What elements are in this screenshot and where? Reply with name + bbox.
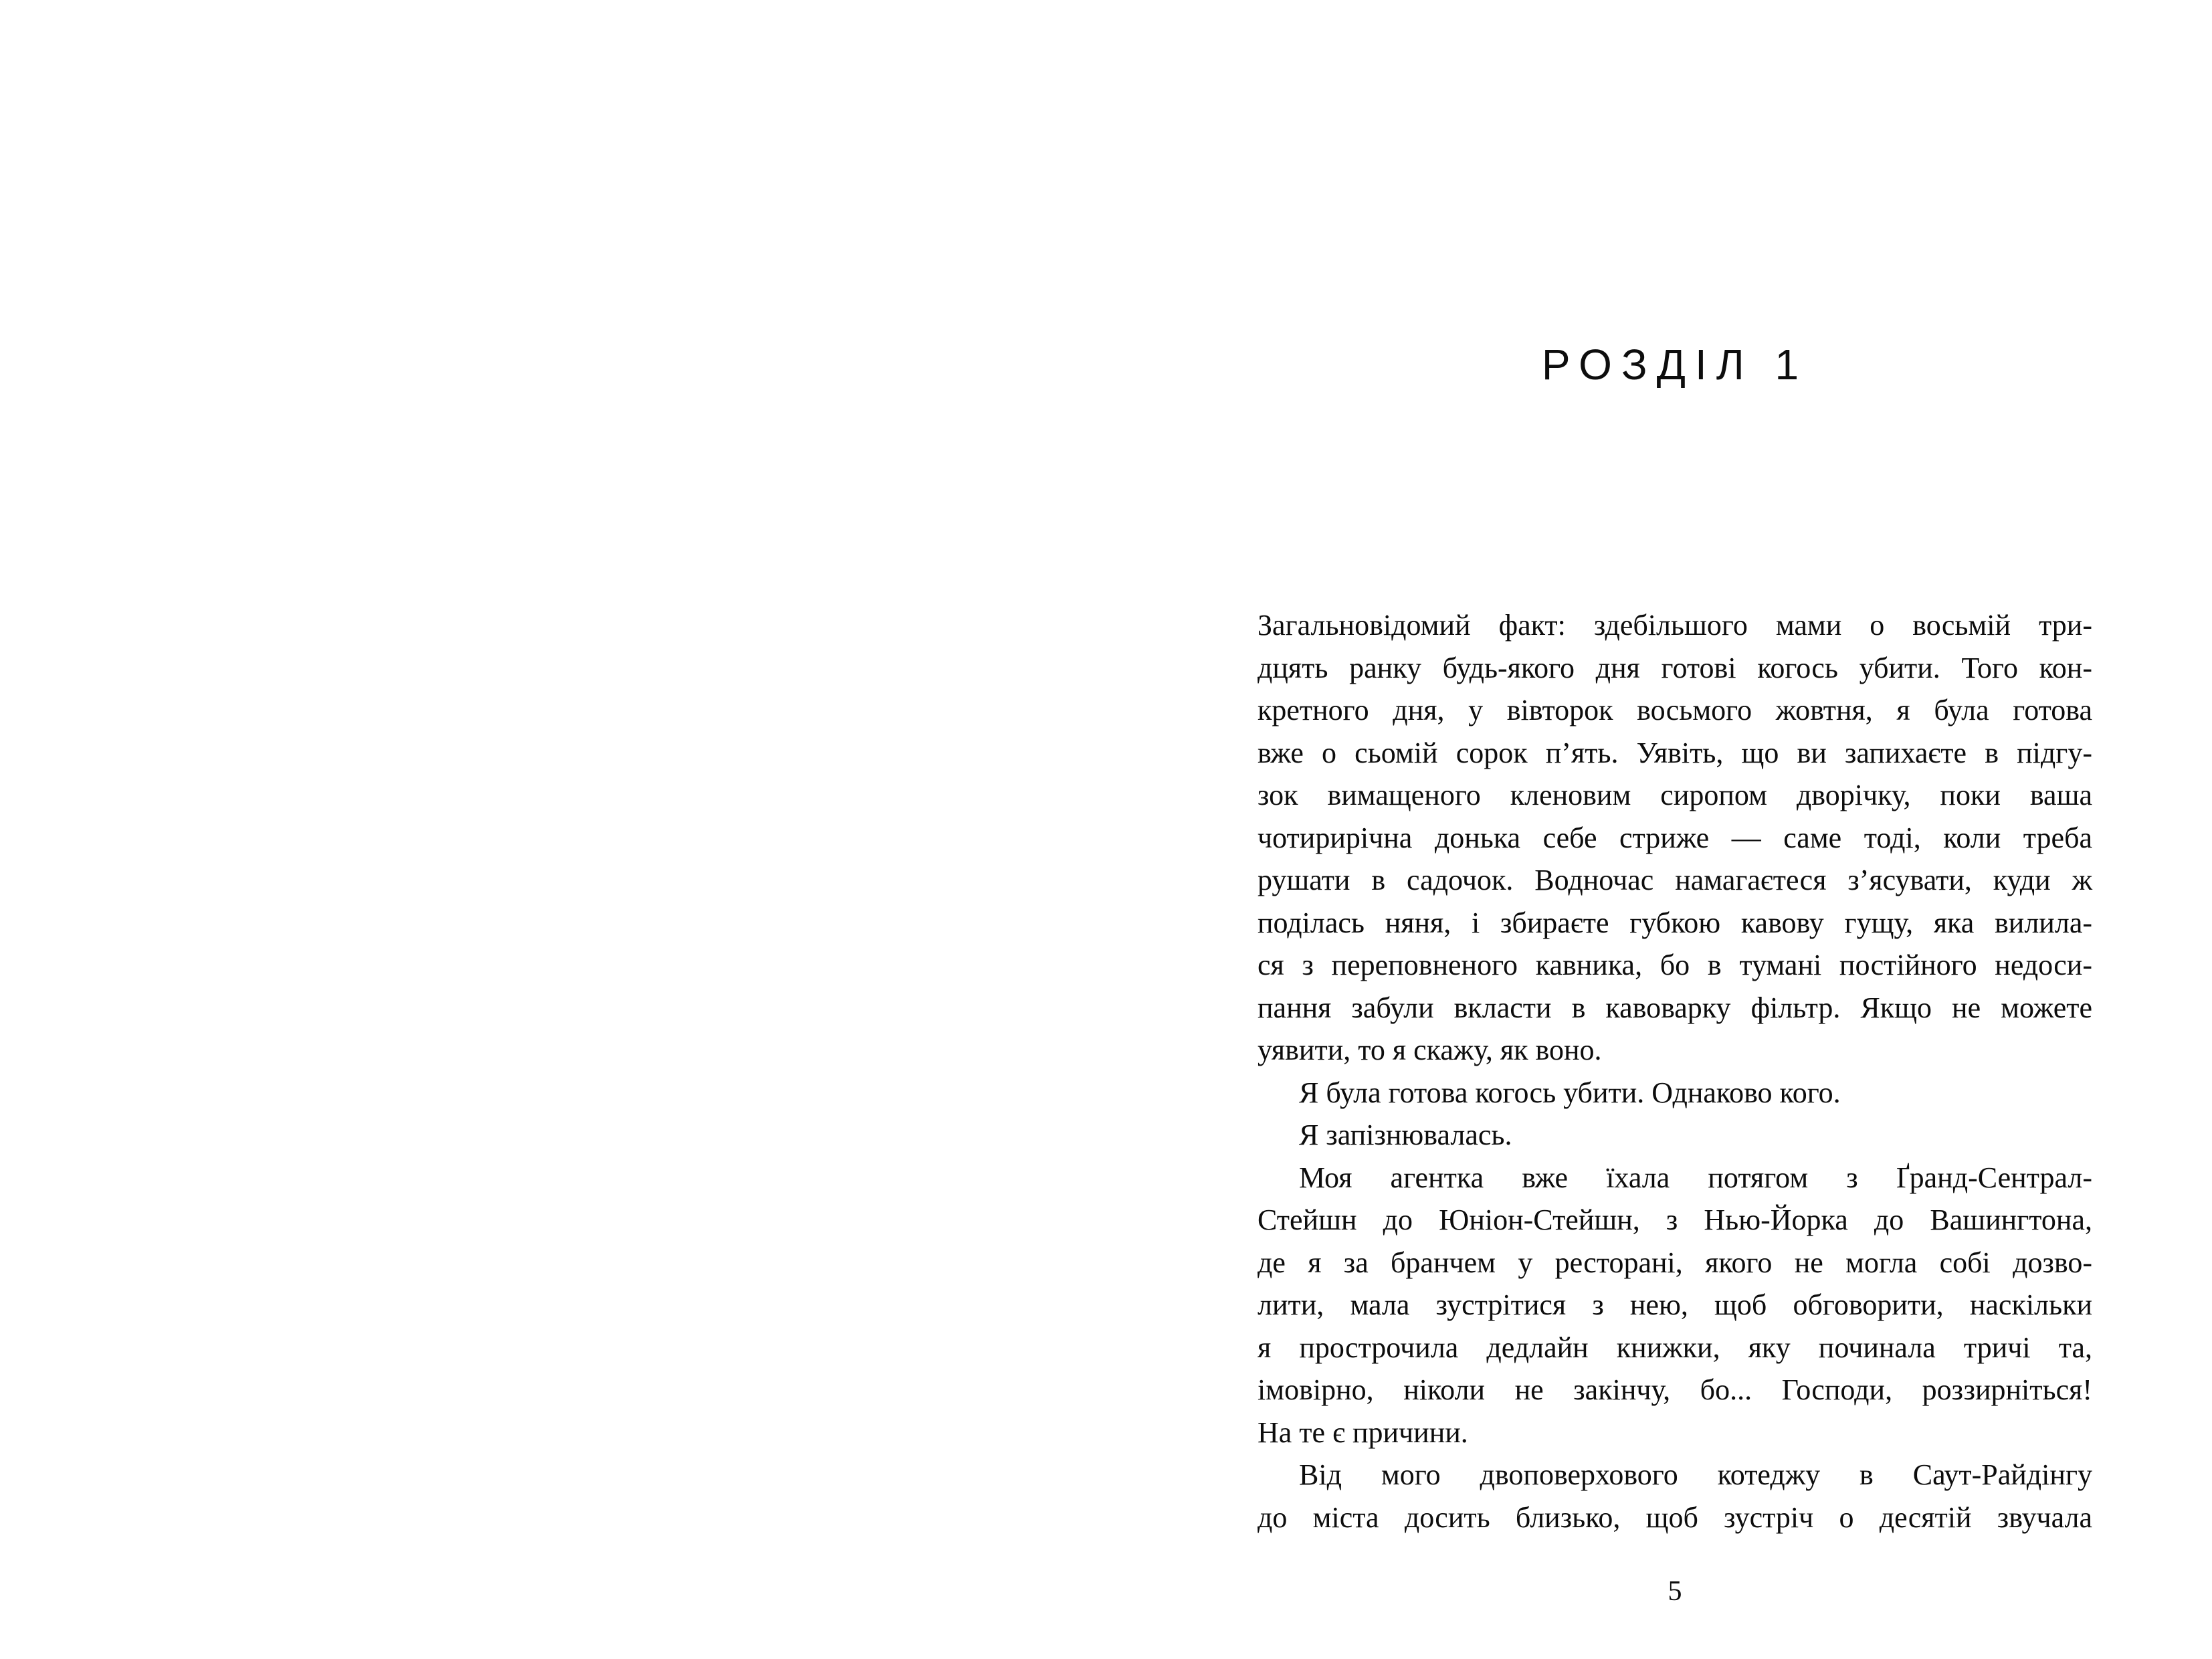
- page-number: 5: [1668, 1576, 1682, 1607]
- body-text-block: [1258, 604, 2092, 1539]
- text-line: чотирирічна донька себе стриже — саме тоді, коли треба: [1258, 821, 2092, 854]
- chapter-title: РОЗДІЛ 1: [1541, 340, 1809, 389]
- text-line: Загальновідомий факт: здебільшого мами о восьмій три-: [1258, 609, 2092, 642]
- text-line: лити, мала зустрітися з нею, щоб обговорити, наскільки: [1258, 1288, 2092, 1321]
- text-line: пання забули вкласти в кавоварку фільтр. Якщо не можете: [1258, 991, 2092, 1024]
- text-line: де я за бранчем у ресторані, якого не могла собі дозво-: [1258, 1246, 2092, 1279]
- text-line: Я запізнювалась.: [1299, 1118, 1512, 1151]
- text-line: дцять ранку будь-якого дня готові когось убити. Того кон-: [1258, 651, 2092, 684]
- text-line: я прострочила дедлайн книжки, яку починала тричі та,: [1258, 1331, 2092, 1364]
- text-line: кретного дня, у вівторок восьмого жовтня, я була готова: [1258, 694, 2092, 726]
- text-line: уявити, то я скажу, як воно.: [1258, 1034, 1602, 1066]
- text-line: поділась няня, і збираєте губкою кавову гущу, яка вилила-: [1258, 906, 2092, 939]
- text-line: Від мого двоповерхового котеджу в Саут-Райдінгу: [1299, 1458, 2092, 1491]
- text-line: рушати в садочок. Водночас намагаєтеся з’ясувати, куди ж: [1258, 864, 2092, 896]
- text-line: вже о сьомій сорок п’ять. Уявіть, що ви запихаєте в підгу-: [1258, 736, 2092, 769]
- text-line: Стейшн до Юніон-Стейшн, з Нью-Йорка до Вашингтона,: [1258, 1203, 2092, 1236]
- text-line: імовірно, ніколи не закінчу, бо... Господи, роззирніться!: [1258, 1373, 2092, 1406]
- text-line: зок вимащеного кленовим сиропом дворічку, поки ваша: [1258, 779, 2092, 811]
- text-line: до міста досить близько, щоб зустріч о десятій звучала: [1258, 1500, 2092, 1534]
- text-line: Я була готова когось убити. Однаково кого.: [1299, 1076, 1841, 1109]
- text-line: На те є причини.: [1258, 1416, 1468, 1449]
- text-line: ся з переповненого кавника, бо в тумані постійного недоси-: [1258, 949, 2092, 981]
- text-line: Моя агентка вже їхала потягом з Ґранд-Сентрал-: [1299, 1161, 2092, 1194]
